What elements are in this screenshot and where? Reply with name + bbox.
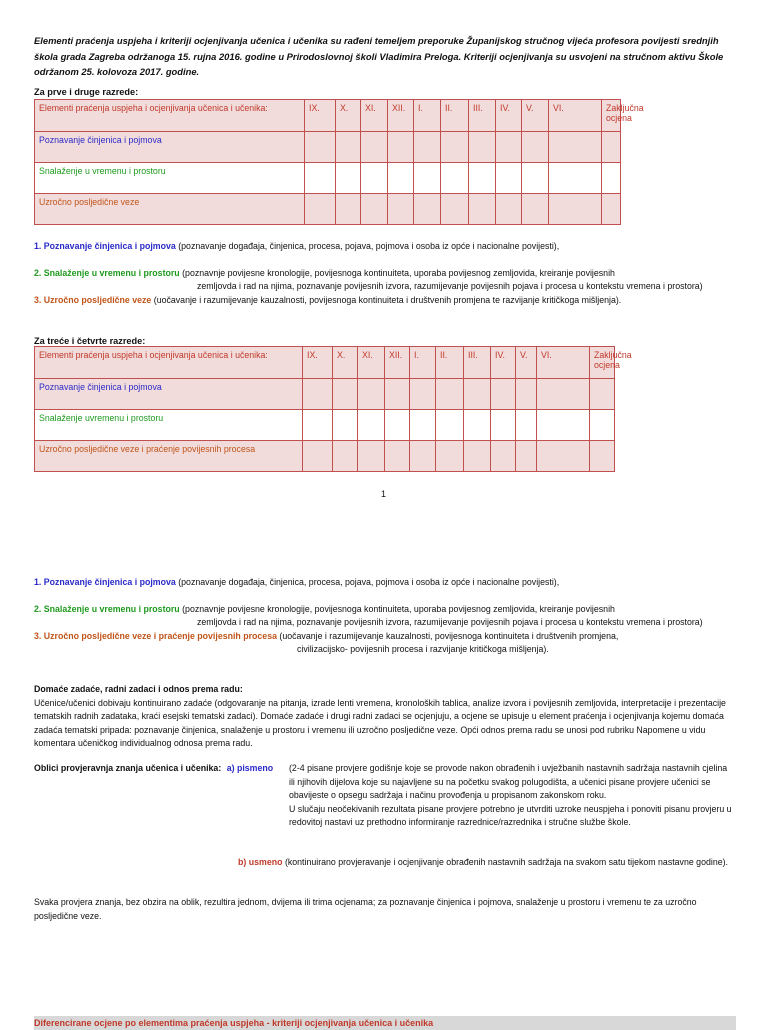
grade-cell[interactable]	[522, 163, 549, 194]
month-cell: I.	[414, 100, 441, 132]
grade-cell[interactable]	[385, 441, 410, 472]
grade-cell[interactable]	[469, 194, 496, 225]
grade-cell[interactable]	[414, 132, 441, 163]
header-elements: Elementi praćenja uspjeha i ocjenjivanja učenica i učenika:	[35, 100, 305, 132]
legend-item-3: 3. Uzročno posljedične veze (uočavanje i razumijevanje kauzalnosti, povijesnoga kontinuiteta i društvenih promjena te razvijanje kritičkoga mišljenja).	[34, 294, 622, 305]
written-description: (2-4 pisane provjere godišnje koje se provode nakon obrađenih i uvježbanih nastavnih sadržaja nastavnih cjelina ili njihovih dijelova koje su najavljene su na početku svakog polugodišta, a učenici pisane provjere učenici se obavijeste o opsegu sadržaja i načinu provođenja u propisanom zakonskom roku. U slučaju neočekivanih rezultata pisane provjere potrebno je utvrditi uzroke neuspjeha i ponoviti pisanu provjeru u redovitoj nastavi uz prethodno informiranje razrednice/razrednika i stručne službe škole.	[289, 763, 732, 827]
grade-cell[interactable]	[469, 163, 496, 194]
grade-cell[interactable]	[464, 441, 491, 472]
month-cell: VI.	[537, 347, 590, 379]
grade-cell[interactable]	[496, 163, 522, 194]
grade-cell[interactable]	[516, 410, 537, 441]
grade-cell[interactable]	[436, 379, 464, 410]
grade-cell[interactable]	[358, 379, 385, 410]
month-cell: V.	[516, 347, 537, 379]
grade-cell[interactable]	[464, 379, 491, 410]
grade-cell[interactable]	[441, 163, 469, 194]
legend-item-1: 1. Poznavanje činjenica i pojmova (poznavanje događaja, činjenica, procesa, pojava, pojmova i osoba iz opće i nacionalne povijesti),	[34, 241, 560, 251]
homework-section	[34, 683, 736, 751]
legend-item-2: 2. Snalaženje u vremenu i prostoru (poznavnje povijesne kronologije, povijesnoga kontinuiteta, uporaba povijesnog zemljovida, kreiranje povijesnih zemljovda i rad na njima, poznavanje povijesnih izvora, razumijevanje povijesnih pojava i procesa u kontekstu vremena i prostora)	[34, 603, 703, 627]
assessment-forms-title: Oblici provjeravnja znanja učenica i učenika:	[34, 763, 222, 773]
table-row	[35, 194, 621, 225]
final-grade-cell[interactable]	[590, 410, 615, 441]
grade-cell[interactable]	[522, 132, 549, 163]
header-elements: Elementi praćenja uspjeha i ocjenjivanja učenica i učenika:	[35, 347, 303, 379]
grade-table-3-4	[34, 346, 632, 472]
grade-cell[interactable]	[441, 132, 469, 163]
table-row	[35, 441, 615, 472]
grade-cell[interactable]	[361, 194, 388, 225]
month-cell: XII.	[388, 100, 414, 132]
table-row	[35, 379, 615, 410]
grade-cell[interactable]	[414, 163, 441, 194]
section-label-3-4: Za treće i četvrte razrede:	[34, 336, 146, 346]
final-grade-cell[interactable]	[590, 379, 615, 410]
month-cell: V.	[522, 100, 549, 132]
legend-3-4	[34, 576, 736, 657]
grade-cell[interactable]	[358, 441, 385, 472]
month-cell: X.	[336, 100, 361, 132]
grade-cell[interactable]	[410, 410, 436, 441]
grade-cell[interactable]	[303, 441, 333, 472]
grade-cell[interactable]	[303, 410, 333, 441]
grade-cell[interactable]	[549, 194, 602, 225]
grade-cell[interactable]	[414, 194, 441, 225]
grade-cell[interactable]	[549, 163, 602, 194]
grade-cell[interactable]	[491, 410, 516, 441]
table-row	[35, 163, 621, 194]
grade-cell[interactable]	[305, 132, 336, 163]
row-label: Poznavanje činjenica i pojmova	[35, 379, 303, 410]
grade-cell[interactable]	[516, 379, 537, 410]
legend-item-1: 1. Poznavanje činjenica i pojmova (poznavanje događaja, činjenica, procesa, pojava, pojmova i osoba iz opće i nacionalne povijesti),	[34, 577, 560, 587]
legend-1-2	[34, 240, 736, 307]
grade-cell[interactable]	[491, 379, 516, 410]
row-label: Snalaženje u vremenu i prostoru	[35, 163, 305, 194]
grade-cell[interactable]	[436, 441, 464, 472]
legend-item-3: 3. Uzročno posljedične veze i praćenje povijesnih procesa (uočavanje i razumijevanje kauzalnosti, povijesnoga kontinuiteta i društvenih promjena, civilizacijsko- povijesnih procesa i razvijanje kritičkoga mišljenja).	[34, 630, 619, 654]
month-cell: IX.	[305, 100, 336, 132]
grade-table-1-2	[34, 99, 644, 225]
grade-cell[interactable]	[305, 163, 336, 194]
month-cell: I.	[410, 347, 436, 379]
table-row	[35, 410, 615, 441]
month-cell: IV.	[491, 347, 516, 379]
grade-cell[interactable]	[469, 132, 496, 163]
final-grade-cell[interactable]	[590, 441, 615, 472]
grade-cell[interactable]	[388, 163, 414, 194]
differentiated-grades-heading-bar	[34, 1016, 736, 1030]
month-cell: II.	[441, 100, 469, 132]
intro-paragraph: Elementi praćenja uspjeha i kriteriji ocjenjivanja učenica i učenika su rađeni temeljem preporuke Županijskog stručnog vijeća profesora povijesti srednjih škola grada Zagreba održanoga 15. rujna 2016. godine u Prirodoslovnoj školi Vladimira Preloga. Kriteriji ocjenjivanja su usvojeni na stručnom aktivu Škole održanom 25. kolovoza 2017. godine.	[34, 35, 724, 77]
grade-cell[interactable]	[361, 163, 388, 194]
month-cell: VI.	[549, 100, 602, 132]
assessment-forms-section	[34, 762, 736, 867]
grade-cell[interactable]	[436, 410, 464, 441]
page-number: 1	[381, 489, 387, 499]
grade-cell[interactable]	[385, 379, 410, 410]
table-header-row	[35, 100, 621, 132]
grade-cell[interactable]	[537, 379, 590, 410]
grade-cell[interactable]	[410, 379, 436, 410]
grade-cell[interactable]	[410, 441, 436, 472]
table-header-row	[35, 347, 615, 379]
grade-cell[interactable]	[464, 410, 491, 441]
written-label: a) pismeno	[226, 763, 274, 773]
grade-cell[interactable]	[333, 410, 358, 441]
grade-cell[interactable]	[522, 194, 549, 225]
row-label: Uzročno posljedične veze i praćenje povijesnih procesa	[35, 441, 303, 472]
grade-cell[interactable]	[549, 132, 602, 163]
month-cell: III.	[464, 347, 491, 379]
month-cell: XII.	[385, 347, 410, 379]
month-cell: X.	[333, 347, 358, 379]
grade-cell[interactable]	[537, 410, 590, 441]
final-grade-header: Zaključna ocjena	[602, 100, 621, 132]
grade-cell[interactable]	[441, 194, 469, 225]
month-cell: III.	[469, 100, 496, 132]
final-grade-cell[interactable]	[602, 163, 621, 194]
differentiated-grades-heading: Diferencirane ocjene po elementima praćenja uspjeha - kriteriji ocjenjivanja učenica i učenika	[34, 1018, 434, 1028]
homework-text: Učenice/učenici dobivaju kontinuirano zadaće (odgovaranje na pitanja, izrade lenti vremena, kronoloških tablica, analize izvora i povijesnih zemljovida, interpretacije i prezentacije tematskih radnih zadataka, kraći esejski tematski zadaci). Domaće zadaće i drugi radni zadaci se ocjenjuju, a ocjene se upisuje u element praćenja i ocjenjivanja kojemu domaća zadaća tematski pripada: poznavanje činjenica, snalaženje u prostoru i vremenu ili uzročno posljedične veze. Opći odnos prema radu se unosi pod rubriku Napomene u vidu komentara učeničkog individualnog odnosa prema radu.	[34, 697, 726, 748]
grade-cell[interactable]	[333, 379, 358, 410]
closing-paragraph: Svaka provjera znanja, bez obzira na oblik, rezultira jednom, dvijema ili trima ocjenama; za poznavanje činjenica i pojmova, snalaženje u prostoru i vremenu te za uzročno posljedične veze.	[34, 897, 697, 921]
table-row	[35, 132, 621, 163]
month-cell: II.	[436, 347, 464, 379]
grade-cell[interactable]	[336, 132, 361, 163]
month-cell: IV.	[496, 100, 522, 132]
grade-cell[interactable]	[496, 132, 522, 163]
grade-cell[interactable]	[333, 441, 358, 472]
oral-item	[238, 856, 738, 870]
legend-item-2: 2. Snalaženje u vremenu i prostoru (poznavnje povijesne kronologije, povijesnoga kontinuiteta, uporaba povijesnog zemljovida, kreiranje povijesnih zemljovda i rad na njima, poznavanje povijesnih izvora, razumijevanje povijesnih pojava i procesa u kontekstu vremena i prostora)	[34, 267, 703, 291]
row-label: Uzročno posljedične veze	[35, 194, 305, 225]
section-label-1-2: Za prve i druge razrede:	[34, 87, 139, 97]
month-cell: XI.	[358, 347, 385, 379]
grade-cell[interactable]	[388, 194, 414, 225]
month-cell: IX.	[303, 347, 333, 379]
homework-title: Domaće zadaće, radni zadaci i odnos prema radu:	[34, 684, 243, 694]
oral-description: (kontinuirano provjeravanje i ocjenjivanje obrađenih nastavnih sadržaja na svakom satu tijekom nastavne godine).	[284, 857, 728, 867]
grade-cell[interactable]	[491, 441, 516, 472]
row-label: Snalaženje uvremenu i prostoru	[35, 410, 303, 441]
grade-cell[interactable]	[385, 410, 410, 441]
oral-label: b) usmeno	[238, 857, 283, 867]
grade-cell[interactable]	[336, 163, 361, 194]
grade-cell[interactable]	[358, 410, 385, 441]
grade-cell[interactable]	[336, 194, 361, 225]
final-grade-cell[interactable]	[602, 132, 621, 163]
grade-cell[interactable]	[537, 441, 590, 472]
grade-cell[interactable]	[388, 132, 414, 163]
grade-cell[interactable]	[496, 194, 522, 225]
grade-cell[interactable]	[516, 441, 537, 472]
grade-cell[interactable]	[361, 132, 388, 163]
grade-cell[interactable]	[305, 194, 336, 225]
row-label: Poznavanje činjenica i pojmova	[35, 132, 305, 163]
final-grade-cell[interactable]	[602, 194, 621, 225]
final-grade-header: Zaključna ocjena	[590, 347, 615, 379]
month-cell: XI.	[361, 100, 388, 132]
grade-cell[interactable]	[303, 379, 333, 410]
